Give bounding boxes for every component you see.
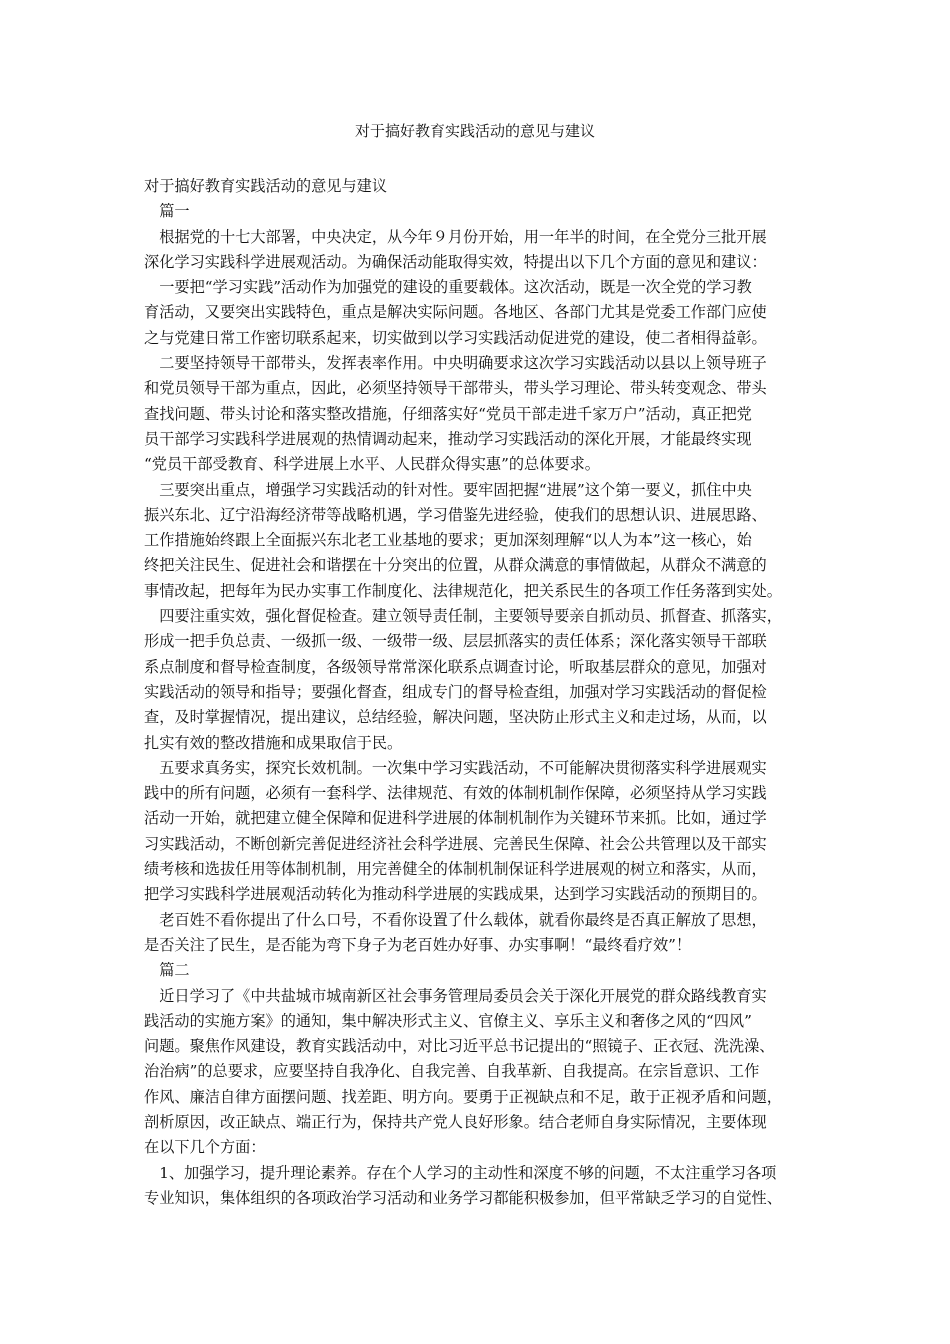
body-line: 和党员领导干部为重点，因此，必须坚持领导干部带头，带头学习理论、带头转变观念、带头 [144, 379, 767, 398]
body-line: 事情改起，把每年为民办实事工作制度化、法律规范化，把关系民生的各项工作任务落到实处。 [144, 581, 782, 600]
body-line: “党员干部受教育、科学进展上水平、人民群众得实惠”的总体要求。 [144, 455, 600, 474]
body-line: 剖析原因，改正缺点、端正行为，保持共产党人良好形象。结合老师自身实际情况，主要体现 [144, 1112, 767, 1131]
body-line: 习实践活动，不断创新完善促进经济社会科学进展、完善民生保障、社会公共管理以及干部实 [144, 834, 767, 853]
body-line: 作风、廉洁自律方面摆问题、找差距、明方向。要勇于正视缺点和不足，敢于正视矛盾和问题， [144, 1087, 782, 1106]
body-line: 实践活动的领导和指导；要强化督查，组成专门的督导检查组，加强对学习实践活动的督促检 [144, 682, 767, 701]
body-line: 系点制度和督导检查制度，各级领导常常深化联系点调查讨论，听取基层群众的意见，加强对 [144, 657, 767, 676]
body-line: 振兴东北、辽宁沿海经济带等战略机遇，学习借鉴先进经验，使我们的思想认识、进展思路、 [144, 505, 767, 524]
body-line: 老百姓不看你提出了什么口号，不看你设置了什么载体，就看你最终是否真正解放了思想， [144, 910, 767, 929]
body-line: 专业知识，集体组织的各项政治学习活动和业务学习都能积极参加，但平常缺乏学习的自觉性、 [144, 1188, 782, 1207]
body-line: 把学习实践科学进展观活动转化为推动科学进展的实践成果，达到学习实践活动的预期目的。 [144, 885, 767, 904]
document-title: 对于搞好教育实践活动的意见与建议 [354, 122, 595, 140]
body-line: 三要突出重点，增强学习实践活动的针对性。要牢固把握“进展”这个第一要义，抓住中央 [144, 480, 752, 499]
body-line: 之与党建日常工作密切联系起来，切实做到以学习实践活动促进党的建设，使二者相得益彰。 [144, 328, 767, 347]
body-line: 终把关注民生、促进社会和谐摆在十分突出的位置，从群众满意的事情做起，从群众不满意的 [144, 556, 767, 575]
body-line: 践中的所有问题，必须有一套科学、法律规范、有效的体制机制作保障，必须坚持从学习实践 [144, 784, 767, 803]
body-line: 近日学习了《中共盐城市城南新区社会事务管理局委员会关于深化开展党的群众路线教育实 [144, 986, 767, 1005]
body-line: 四要注重实效，强化督促检查。建立领导责任制，主要领导要亲自抓动员、抓督查、抓落实， [144, 607, 782, 626]
body-line: 五要求真务实，探究长效机制。一次集中学习实践活动，不可能解决贯彻落实科学进展观实 [144, 758, 767, 777]
body-line: 篇一 [144, 202, 190, 221]
body-line: 深化学习实践科学进展观活动。为确保活动能取得实效，特提出以下几个方面的意见和建议： [144, 252, 767, 271]
body-line: 1、加强学习，提升理论素养。存在个人学习的主动性和深度不够的问题，不太注重学习各项 [144, 1163, 777, 1182]
body-line: 查，及时掌握情况，提出建议，总结经验，解决问题，坚决防止形式主义和走过场，从而，以 [144, 708, 767, 727]
body-line: 活动一开始，就把建立健全保障和促进科学进展的体制机制作为关键环节来抓。比如，通过学 [144, 809, 767, 828]
body-line: 育活动，又要突出实践特色，重点是解决实际问题。各地区、各部门尤其是党委工作部门应使 [144, 303, 767, 322]
body-line: 查找问题、带头讨论和落实整改措施，仔细落实好“党员干部走进千家万户”活动，真正把党 [144, 404, 752, 423]
body-line: 根据党的十七大部署，中央决定，从今年９月份开始，用一年半的时间，在全党分三批开展 [144, 227, 767, 246]
body-line: 扎实有效的整改措施和成果取信于民。 [144, 733, 403, 752]
body-line: 员干部学习实践科学进展观的热情调动起来，推动学习实践活动的深化开展，才能最终实现 [144, 429, 752, 448]
body-line: 绩考核和选拔任用等体制机制，用完善健全的体制机制保证科学进展观的树立和落实，从而， [144, 860, 767, 879]
body-line: 二要坚持领导干部带头，发挥表率作用。中央明确要求这次学习实践活动以县以上领导班子 [144, 354, 767, 373]
body-line: 工作措施始终跟上全面振兴东北老工业基地的要求；更加深刻理解“以人为本”这一核心，始 [144, 531, 752, 550]
document-body [144, 174, 812, 1211]
body-line: 在以下几个方面： [144, 1138, 266, 1157]
body-line: 对于搞好教育实践活动的意见与建议 [144, 177, 387, 195]
body-line: 形成一把手负总责、一级抓一级、一级带一级、层层抓落实的责任体系；深化落实领导干部联 [144, 632, 767, 651]
body-line: 一要把“学习实践”活动作为加强党的建设的重要载体。这次活动，既是一次全党的学习教 [144, 278, 752, 297]
body-line: 篇二 [144, 961, 190, 980]
body-line: 是否关注了民生，是否能为弯下身子为老百姓办好事、办实事啊！“最终看疗效”！ [144, 935, 692, 954]
body-line: 治治病”的总要求，应要坚持自我净化、自我完善、自我革新、自我提高。在宗旨意识、工作 [144, 1062, 760, 1081]
body-line: 践活动的实施方案》的通知，集中解决形式主义、官僚主义、享乐主义和奢侈之风的“四风” [144, 1011, 752, 1030]
body-line: 问题。聚焦作风建设，教育实践活动中，对比习近平总书记提出的“照镜子、正衣冠、洗洗澡、 [144, 1037, 775, 1056]
